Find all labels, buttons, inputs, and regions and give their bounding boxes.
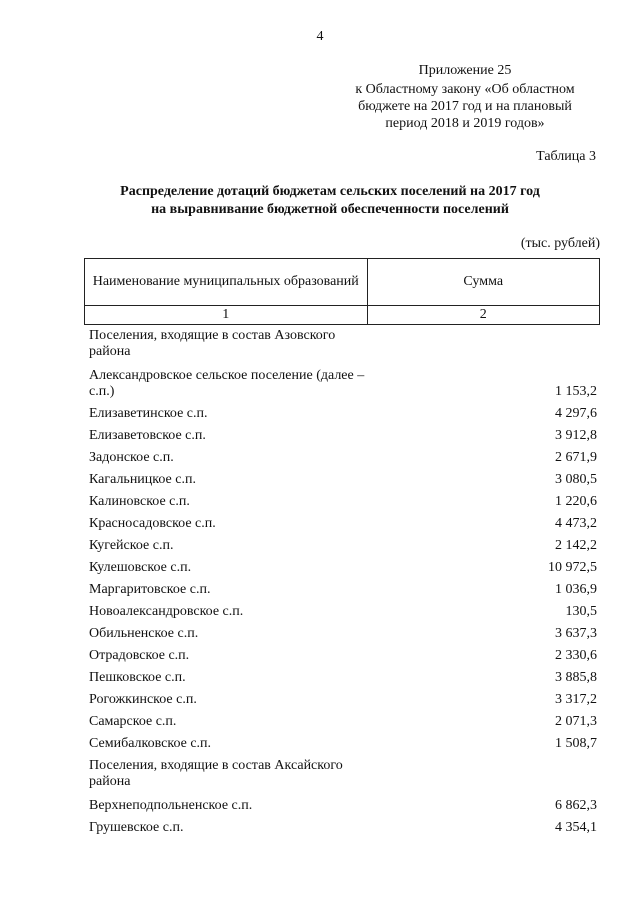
appendix-line: бюджете на 2017 год и на плановый [358, 99, 572, 114]
page-number: 4 [316, 29, 324, 44]
settlement-name: Маргаритовское с.п. [89, 582, 211, 597]
settlement-amount: 3 637,3 [555, 626, 597, 641]
settlement-amount: 10 972,5 [548, 560, 597, 575]
settlement-name: Поселения, входящие в состав Азовского района [89, 328, 336, 359]
header-name: Наименование муниципальных образований [85, 259, 368, 306]
settlement-amount: 1 036,9 [555, 582, 597, 597]
group-header-row [89, 758, 597, 790]
appendix-reference [330, 62, 600, 132]
settlement-amount: 4 354,1 [555, 820, 597, 835]
settlement-name: Пешковское с.п. [89, 670, 186, 685]
table-row [89, 582, 597, 598]
settlement-amount: 3 885,8 [555, 670, 597, 685]
settlement-amount: 4 297,6 [555, 406, 597, 421]
settlement-name: Кугейское с.п. [89, 538, 174, 553]
settlement-amount: 4 473,2 [555, 516, 597, 531]
table-row [89, 736, 597, 752]
settlement-amount: 2 671,9 [555, 450, 597, 465]
settlement-name: Рогожкинское с.п. [89, 692, 197, 707]
document-title-line: Распределение дотаций бюджетам сельских поселений на 2017 год [120, 184, 540, 199]
settlement-amount: 3 912,8 [555, 428, 597, 443]
table-row [89, 450, 597, 466]
settlement-name: Обильненское с.п. [89, 626, 199, 641]
table-row [89, 626, 597, 642]
settlement-amount: 3 317,2 [555, 692, 597, 707]
table-row [89, 538, 597, 554]
settlement-name: Александровское сельское поселение (далее – с.п.) [89, 368, 365, 399]
table-row [89, 494, 597, 510]
table-row [89, 560, 597, 576]
header-amount: Сумма [367, 259, 599, 306]
appendix-line: к Областному закону «Об областном [355, 82, 575, 97]
settlement-name: Новоалександровское с.п. [89, 604, 244, 619]
settlement-amount: 2 142,2 [555, 538, 597, 553]
table-row [89, 406, 597, 422]
appendix-line: период 2018 и 2019 годов» [385, 116, 545, 131]
group-header-row [89, 328, 597, 360]
settlement-name: Кулешовское с.п. [89, 560, 192, 575]
units-label: (тыс. рублей) [520, 236, 600, 251]
settlement-name: Поселения, входящие в состав Аксайского района [89, 758, 343, 789]
settlement-name: Елизаветовское с.п. [89, 428, 206, 443]
settlement-name: Отрадовское с.п. [89, 648, 190, 663]
document-title [40, 183, 620, 219]
settlement-amount: 1 508,7 [555, 736, 597, 751]
table-row [89, 670, 597, 686]
table-row [89, 648, 597, 664]
settlement-name: Грушевское с.п. [89, 820, 184, 835]
settlement-name: Самарское с.п. [89, 714, 177, 729]
table-row [89, 692, 597, 708]
settlement-name: Семибалковское с.п. [89, 736, 212, 751]
settlement-amount: 2 330,6 [555, 648, 597, 663]
table-row [89, 820, 597, 836]
settlement-amount: 6 862,3 [555, 798, 597, 813]
table-label: Таблица 3 [536, 149, 596, 164]
settlement-name: Кагальницкое с.п. [89, 472, 196, 487]
settlement-amount: 2 071,3 [555, 714, 597, 729]
settlement-amount: 3 080,5 [555, 472, 597, 487]
settlement-list [89, 328, 597, 842]
settlement-name: Задонское с.п. [89, 450, 174, 465]
table-row [89, 472, 597, 488]
settlement-amount: 1 220,6 [555, 494, 597, 509]
table-row [89, 368, 597, 400]
settlement-name: Красносадовское с.п. [89, 516, 216, 531]
column-number-1: 1 [85, 306, 368, 325]
settlement-name: Калиновское с.п. [89, 494, 190, 509]
settlement-name: Верхнеподпольненское с.п. [89, 798, 253, 813]
table-row [89, 428, 597, 444]
settlement-amount: 130,5 [565, 604, 597, 619]
table-row [89, 714, 597, 730]
appendix-title: Приложение 25 [418, 63, 512, 78]
column-number-2: 2 [367, 306, 599, 325]
document-title-line: на выравнивание бюджетной обеспеченности поселений [151, 202, 509, 217]
settlement-amount: 1 153,2 [555, 384, 597, 399]
settlement-name: Елизаветинское с.п. [89, 406, 208, 421]
table-row [89, 516, 597, 532]
table-row [89, 604, 597, 620]
table-row [89, 798, 597, 814]
table-header [84, 258, 600, 325]
